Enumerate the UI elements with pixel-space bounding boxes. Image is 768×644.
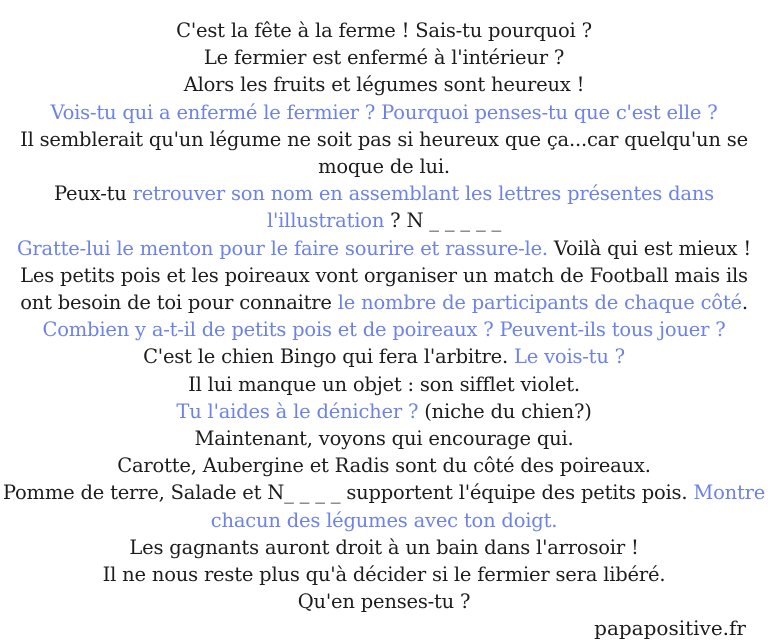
- text-segment-blue: Montre: [693, 481, 766, 505]
- text-line: [0, 316, 768, 343]
- text-segment-black: C'est le chien Bingo qui fera l'arbitre.: [143, 345, 514, 369]
- text-segment-black: Pomme de terre, Salade et N_ _ _ _ supportent l'équipe des petits pois.: [2, 481, 694, 505]
- text-line: [0, 126, 768, 153]
- text-segment-black: ont besoin de toi pour connaitre: [20, 291, 338, 315]
- text-segment-blue: retrouver son nom en assemblant les lettres présentes dans: [132, 182, 714, 206]
- text-segment-black: Carotte, Aubergine et Radis sont du côté des poireaux.: [117, 454, 651, 478]
- text-segment-blue: chacun des légumes avec ton doigt.: [210, 508, 558, 532]
- text-segment-blue: Tu l'aides à le dénicher ?: [176, 399, 419, 423]
- site-credit: papapositive.fr: [594, 616, 746, 641]
- text-line: [0, 425, 768, 452]
- text-segment-black: Le fermier est enfermé à l'intérieur ?: [203, 46, 565, 70]
- text-line: [0, 452, 768, 479]
- text-line: [0, 262, 768, 289]
- text-segment-black: .: [741, 291, 748, 315]
- text-segment-blue: le nombre de participants de chaque côté: [337, 291, 742, 315]
- text-line: [0, 180, 768, 207]
- text-line: [0, 17, 768, 44]
- worksheet-text: [0, 17, 768, 615]
- text-segment-blue: Le vois-tu ?: [514, 345, 625, 369]
- text-segment-blue: Vois-tu qui a enfermé le fermier ? Pourquoi penses-tu que c'est elle ?: [50, 100, 718, 124]
- text-line: [0, 343, 768, 370]
- text-line: [0, 398, 768, 425]
- text-segment-black: Qu'en penses-tu ?: [297, 590, 471, 614]
- text-segment-black: moque de lui.: [318, 155, 450, 179]
- text-segment-black: Peux-tu: [54, 182, 133, 206]
- text-segment-black: Les petits pois et les poireaux vont organiser un match de Football mais ils: [20, 263, 748, 287]
- text-segment-black: C'est la fête à la ferme ! Sais-tu pourquoi ?: [176, 19, 592, 42]
- text-segment-black: Alors les fruits et légumes sont heureux !: [183, 73, 585, 97]
- text-segment-blue: l'illustration: [266, 209, 385, 233]
- text-line: [0, 588, 768, 615]
- text-segment-black: Il semblerait qu'un légume ne soit pas si heureux que ça...car quelqu'un se: [20, 127, 748, 151]
- text-segment-blue: Gratte-lui le menton pour le faire sourire et rassure-le.: [17, 236, 548, 260]
- text-segment-black: Maintenant, voyons qui encourage qui.: [194, 427, 574, 451]
- text-segment-black: (niche du chien?): [418, 399, 592, 423]
- text-line: [0, 153, 768, 180]
- text-line: [0, 561, 768, 588]
- text-segment-blue: Combien y a-t-il de petits pois et de poireaux ? Peuvent-ils tous jouer ?: [42, 318, 726, 342]
- text-line: [0, 71, 768, 98]
- text-line: [0, 479, 768, 506]
- text-line: [0, 371, 768, 398]
- text-line: [0, 507, 768, 534]
- text-line: [0, 289, 768, 316]
- text-segment-black: Les gagnants auront droit à un bain dans l'arrosoir !: [129, 535, 639, 559]
- text-segment-black: Voilà qui est mieux !: [547, 236, 751, 260]
- text-segment-black: Il lui manque un objet : son sifflet violet.: [188, 372, 580, 396]
- text-line: [0, 534, 768, 561]
- text-line: [0, 235, 768, 262]
- text-line: [0, 207, 768, 234]
- text-segment-black: ? N _ _ _ _ _: [384, 209, 502, 233]
- text-line: [0, 99, 768, 126]
- text-line: [0, 44, 768, 71]
- text-segment-black: Il ne nous reste plus qu'à décider si le fermier sera libéré.: [102, 563, 666, 587]
